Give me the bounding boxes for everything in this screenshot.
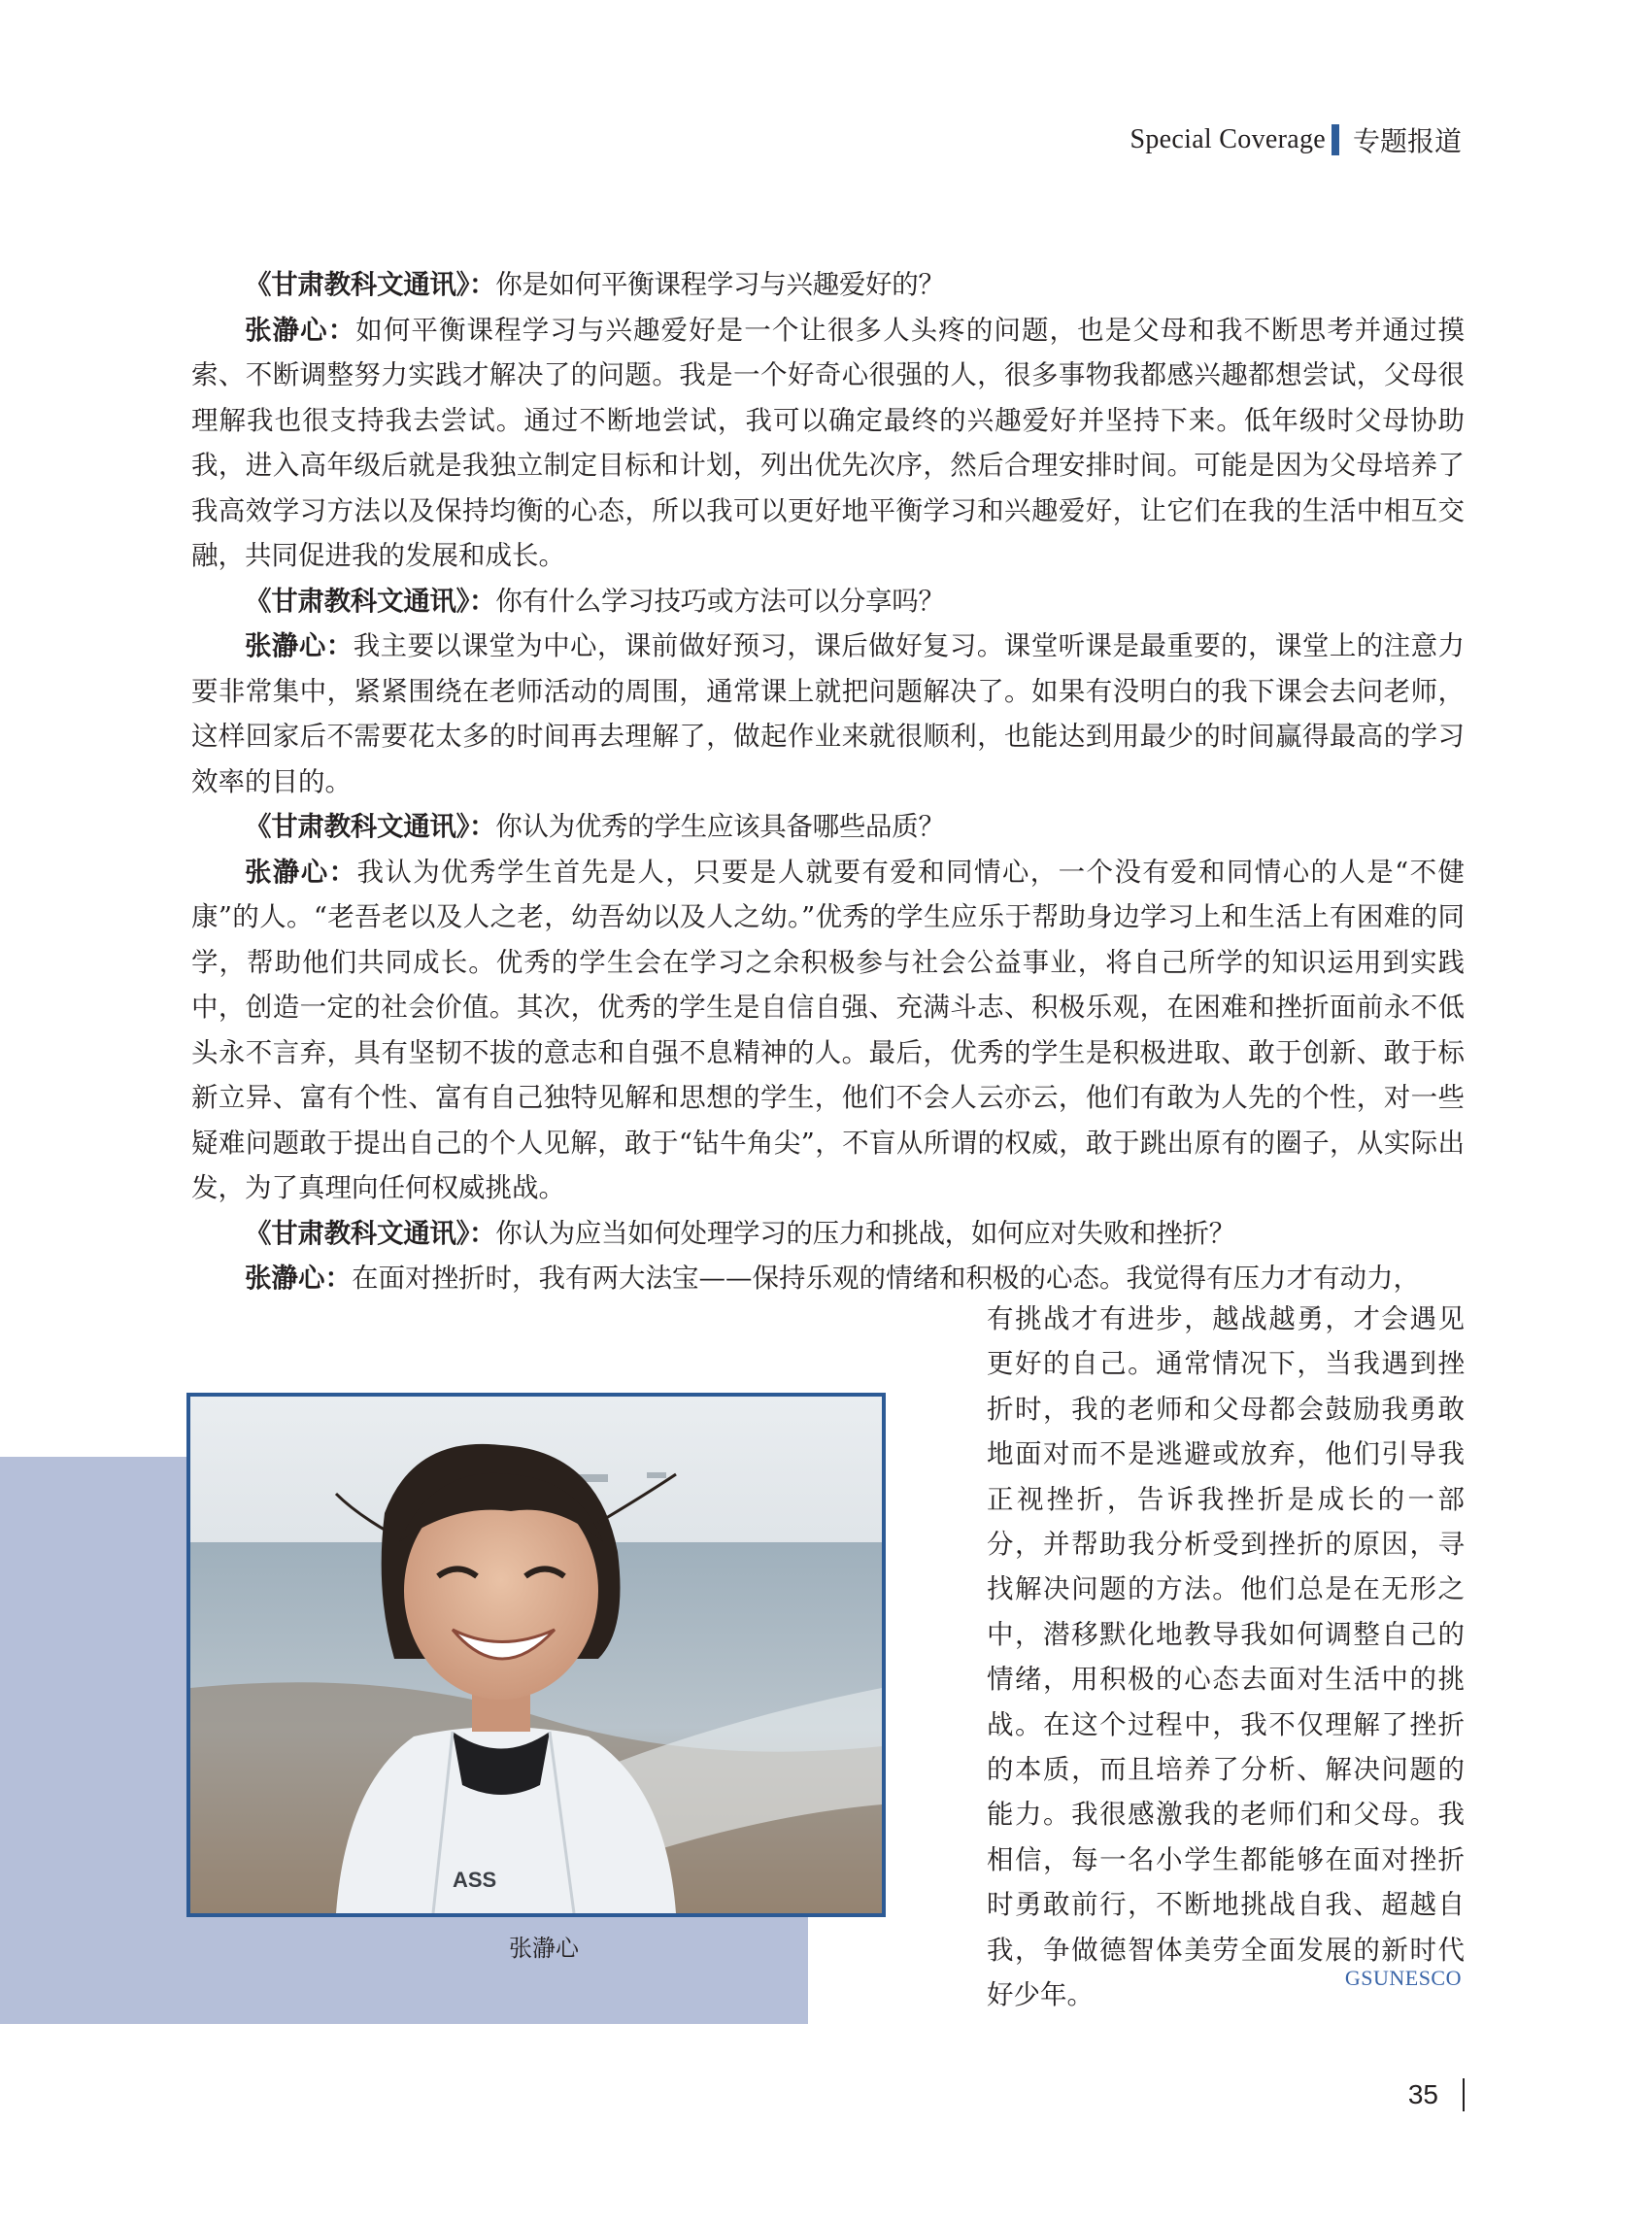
- portrait-photo: [186, 1393, 886, 1917]
- answer-1: [191, 308, 1465, 579]
- article-body: [191, 262, 1465, 1301]
- publication-name: 《甘肃教科文通讯》：: [245, 269, 496, 300]
- page-number: 35: [1407, 2079, 1438, 2109]
- publication-name: 《甘肃教科文通讯》：: [245, 811, 496, 842]
- header-accent-bar: [1332, 124, 1339, 155]
- answer-text: 我认为优秀学生首先是人，只要是人就要有爱和同情心，一个没有爱和同情心的人是“不健康”的人。“老吾老以及人之老，幼吾幼以及人之幼。”优秀的学生应乐于帮助身边学习上和生活上有困难的同学，帮助他们共同成长。优秀的学生会在学习之余积极参与社会公益事业，将自己所学的知识运用到实践中，创造一定的社会价值。其次，优秀的学生是自信自强、充满斗志、积极乐观，在困难和挫折面前永不低头永不言弃，具有坚韧不拔的意志和自强不息精神的人。最后，优秀的学生是积极进取、敢于创新、敢于标新立异、富有个性、富有自己独特见解和思想的学生，他们不会人云亦云，他们有敢为人先的个性，对一些疑难问题敢于提出自己的个人见解，敢于“钻牛角尖”，不盲从所谓的权威，敢于跳出原有的圈子，从实际出发，为了真理向任何权威挑战。: [191, 856, 1465, 1203]
- running-header: [1129, 120, 1462, 159]
- answer-text: 在面对挫折时，我有两大法宝——保持乐观的情绪和积极的心态。我觉得有压力才有动力，: [352, 1263, 1420, 1294]
- source-signature: GSUNESCO: [1344, 1966, 1462, 1990]
- answer-text: 如何平衡课程学习与兴趣爱好是一个让很多人头疼的问题，也是父母和我不断思考并通过摸索、不断调整努力实践才解决了的问题。我是一个好奇心很强的人，很多事物我都感兴趣都想尝试，父母很理解我也很支持我去尝试。通过不断地尝试，我可以确定最终的兴趣爱好并坚持下来。低年级时父母协助我，进入高年级后就是我独立制定目标和计划，列出优先次序，然后合理安排时间。可能是因为父母培养了我高效学习方法以及保持均衡的心态，所以我可以更好地平衡学习和兴趣爱好，让它们在我的生活中相互交融，共同促进我的发展和成长。: [191, 314, 1465, 571]
- answer-4: [191, 1256, 1465, 1301]
- answer-text: 我主要以课堂为中心，课前做好预习，课后做好复习。课堂听课是最重要的，课堂上的注意力要非常集中，紧紧围绕在老师活动的周围，通常课上就把问题解决了。如果有没明白的我下课会去问老师，这样回家后不需要花太多的时间再去理解了，做起作业来就很顺利，也能达到用最少的时间赢得最高的学习效率的目的。: [191, 630, 1466, 797]
- speaker-name: 张瀞心：: [245, 1263, 352, 1294]
- publication-name: 《甘肃教科文通讯》：: [245, 585, 496, 617]
- speaker-name: 张瀞心：: [245, 856, 357, 888]
- question-1: [191, 262, 1465, 308]
- section-title-en: Special Coverage: [1129, 124, 1326, 154]
- shirt-print-text: ASS: [453, 1868, 497, 1892]
- question-text: 你认为应当如何处理学习的压力和挑战，如何应对失败和挫折？: [495, 1217, 1235, 1249]
- question-3: [191, 804, 1465, 850]
- question-text: 你认为优秀的学生应该具备哪些品质？: [495, 811, 945, 842]
- question-text: 你是如何平衡课程学习与兴趣爱好的？: [495, 269, 945, 300]
- question-4: [191, 1211, 1465, 1257]
- article-continuation-column: [987, 1297, 1465, 2018]
- continuation-text: 有挑战才有进步，越战越勇，才会遇见更好的自己。通常情况下，当我遇到挫折时，我的老师和父母都会鼓励我勇敢地面对而不是逃避或放弃，他们引导我正视挫折，告诉我挫折是成长的一部分，并帮助我分析受到挫折的原因，寻找解决问题的方法。他们总是在无形之中，潜移默化地教导我如何调整自己的情绪，用积极的心态去面对生活中的挑战。在这个过程中，我不仅理解了挫折的本质，而且培养了分析、解决问题的能力。我很感激我的老师们和父母。我相信，每一名小学生都能够在面对挫折时勇敢前行，不断地挑战自我、超越自我，争做德智体美劳全面发展的新时代好少年。: [987, 1303, 1465, 2011]
- question-text: 你有什么学习技巧或方法可以分享吗？: [495, 585, 945, 617]
- photo-caption: 张瀞心: [509, 1935, 579, 1962]
- answer-2: [191, 624, 1465, 804]
- page-number-rule: [1463, 2078, 1465, 2111]
- section-title-cn: 专题报道: [1352, 125, 1462, 157]
- portrait-illustration: [190, 1397, 882, 1913]
- answer-3: [191, 850, 1465, 1211]
- speaker-name: 张瀞心：: [245, 630, 354, 661]
- speaker-name: 张瀞心：: [245, 314, 356, 346]
- question-2: [191, 579, 1465, 624]
- publication-name: 《甘肃教科文通讯》：: [245, 1217, 496, 1249]
